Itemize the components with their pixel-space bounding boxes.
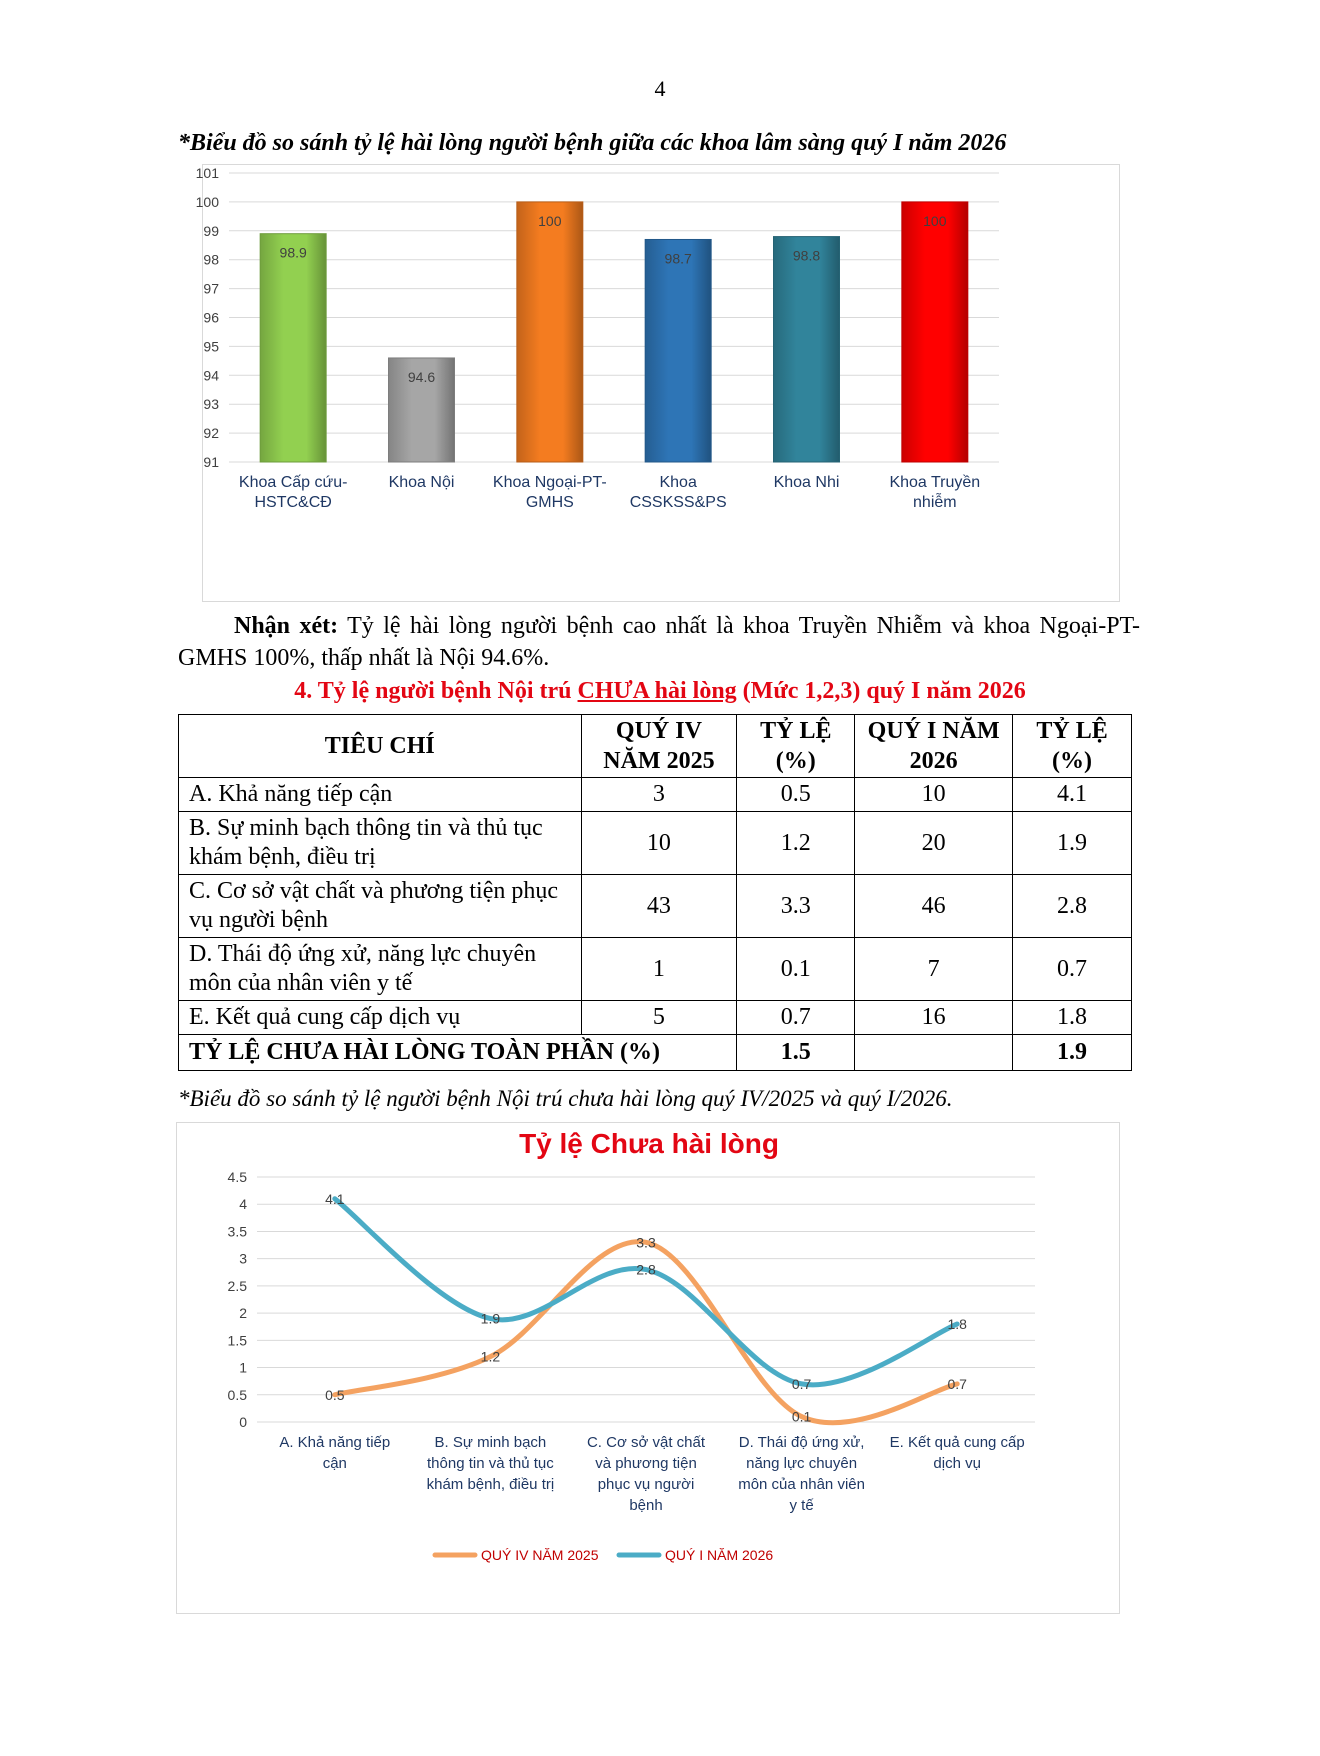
line-category-label: C. Cơ sở vật chất [586, 1434, 706, 1451]
line-y-tick-label: 1 [239, 1359, 247, 1376]
cell-criterion: D. Thái độ ứng xử, năng lực chuyên môn của nhân viên y tế [179, 938, 582, 1001]
line-category-label: bệnh [629, 1497, 663, 1514]
table-row [179, 812, 1132, 875]
total-q1-2026 [855, 1035, 1013, 1071]
table-row [179, 778, 1132, 812]
line-category-label: y tế [789, 1497, 814, 1514]
header-q4-2025: QUÝ IV NĂM 2025 [581, 715, 737, 778]
line-data-label: 0.7 [791, 1375, 812, 1392]
bar-y-tick-label: 100 [195, 193, 219, 210]
cell-rate-q4: 1.2 [737, 812, 855, 875]
bar-category-label: Khoa Cấp cứu- [238, 474, 348, 491]
cell-rate-q4: 0.7 [737, 1001, 855, 1035]
bar-data-label: 98.8 [792, 247, 821, 264]
line-y-tick-label: 4 [239, 1196, 247, 1213]
header-q1-2026: QUÝ I NĂM 2026 [855, 715, 1013, 778]
bar-category-label: Khoa [659, 474, 697, 491]
bar-category-label: Khoa Truyền [889, 474, 981, 491]
total-rate-q4: 1.5 [737, 1035, 855, 1071]
line-y-tick-label: 2.5 [227, 1277, 247, 1294]
header-rate-q1: TỶ LỆ (%) [1013, 715, 1132, 778]
header-criterion: TIÊU CHÍ [179, 715, 582, 778]
line-category-label: dịch vụ [933, 1455, 981, 1472]
line-data-label: 0.7 [947, 1375, 967, 1392]
header-rate-q4: TỶ LỆ (%) [737, 715, 855, 778]
line-chart-title: Tỷ lệ Chưa hài lòng [519, 1128, 779, 1159]
bar-y-tick-label: 93 [203, 396, 219, 413]
total-label: TỶ LỆ CHƯA HÀI LÒNG TOÀN PHẦN (%) [179, 1035, 737, 1071]
line-data-label: 1.9 [480, 1310, 501, 1327]
line-y-tick-label: 3.5 [227, 1223, 247, 1240]
page-number: 4 [654, 76, 666, 101]
cell-rate-q1: 1.8 [1013, 1001, 1132, 1035]
bar-category-label: Khoa Ngoại-PT- [492, 474, 607, 491]
cell-q1-2026: 16 [855, 1001, 1013, 1035]
bar-y-tick-label: 96 [203, 309, 219, 326]
bar-data-label: 98.9 [279, 244, 307, 261]
line-y-tick-label: 0 [239, 1414, 247, 1430]
satisfaction-bar-chart [195, 165, 1121, 603]
line-data-label: 1.2 [480, 1348, 501, 1365]
cell-q4-2025: 5 [581, 1001, 737, 1035]
line-data-label: 0.1 [791, 1408, 812, 1425]
cell-q1-2026: 10 [855, 778, 1013, 812]
line-category-label: A. Khả năng tiếp [279, 1434, 391, 1451]
total-rate-q1: 1.9 [1013, 1035, 1132, 1071]
line-category-label: cận [322, 1455, 347, 1472]
line-chart-caption: *Biểu đồ so sánh tỷ lệ người bệnh Nội trú chưa hài lòng quý IV/2025 và quý I/2026. [178, 1086, 953, 1111]
cell-q4-2025: 10 [581, 812, 737, 875]
bar-0 [260, 234, 326, 462]
cell-criterion: E. Kết quả cung cấp dịch vụ [179, 1001, 582, 1035]
line-category-label: thông tin và thủ tục [427, 1455, 554, 1472]
cell-q1-2026: 20 [855, 812, 1013, 875]
cell-criterion: C. Cơ sở vật chất và phương tiện phục vụ người bệnh [179, 875, 582, 938]
dissatisfaction-table [178, 714, 1132, 1071]
line-data-label: 0.5 [325, 1386, 345, 1403]
bar-category-label: CSSKSS&PS [629, 494, 727, 511]
cell-rate-q4: 0.1 [737, 938, 855, 1001]
cell-criterion: B. Sự minh bạch thông tin và thủ tục khám bệnh, điều trị [179, 812, 582, 875]
cell-q4-2025: 1 [581, 938, 737, 1001]
line-y-tick-label: 3 [239, 1250, 247, 1267]
bar-y-tick-label: 95 [203, 338, 219, 355]
line-y-tick-label: 0.5 [227, 1386, 247, 1403]
table-total-row [179, 1035, 1132, 1071]
bar-2 [517, 202, 583, 462]
line-y-tick-label: 1.5 [227, 1332, 247, 1349]
cell-rate-q4: 3.3 [737, 875, 855, 938]
section-heading [0, 678, 1320, 705]
table-row [179, 1001, 1132, 1035]
cell-rate-q4: 0.5 [737, 778, 855, 812]
remark-label: Nhận xét: [234, 613, 339, 639]
bar-data-label: 100 [923, 212, 947, 229]
line-category-label: phục vụ người [597, 1476, 695, 1493]
cell-rate-q1: 2.8 [1013, 875, 1132, 938]
legend-label: QUÝ I NĂM 2026 [665, 1547, 774, 1563]
bar-y-tick-label: 97 [203, 280, 219, 297]
bar-3 [645, 239, 711, 462]
line-category-label: D. Thái độ ứng xử, [738, 1434, 865, 1451]
bar-y-tick-label: 99 [203, 222, 219, 239]
section-heading-underlined: CHƯA hài lòng [577, 678, 737, 704]
bar-category-label: Khoa Nội [388, 474, 455, 491]
bar-category-label: Khoa Nhi [773, 474, 840, 491]
bar-y-tick-label: 101 [195, 165, 219, 181]
bar-y-tick-label: 94 [203, 367, 219, 384]
series-line-1 [335, 1199, 957, 1385]
line-category-label: E. Kết quả cung cấp [889, 1434, 1025, 1451]
section-heading-pre: 4. Tỷ lệ người bệnh Nội trú [294, 678, 578, 704]
cell-q4-2025: 43 [581, 875, 737, 938]
remark-paragraph [178, 610, 1140, 674]
bar-category-label: GMHS [525, 494, 574, 511]
section-heading-post: (Mức 1,2,3) quý I năm 2026 [736, 678, 1026, 704]
cell-criterion: A. Khả năng tiếp cận [179, 778, 582, 812]
legend-label: QUÝ IV NĂM 2025 [481, 1547, 599, 1563]
line-category-label: khám bệnh, điều trị [426, 1476, 555, 1493]
remark-text: Tỷ lệ hài lòng người bệnh cao nhất là khoa Truyền Nhiễm và khoa Ngoại-PT-GMHS 100%, thấp nhất là Nội 94.6%. [178, 613, 1140, 671]
bar-chart-frame [195, 164, 1120, 602]
line-category-label: năng lực chuyên [746, 1455, 858, 1472]
bar-category-label: nhiễm [913, 494, 957, 511]
line-y-tick-label: 2 [239, 1305, 247, 1322]
table-row [179, 938, 1132, 1001]
cell-rate-q1: 4.1 [1013, 778, 1132, 812]
bar-data-label: 100 [538, 212, 562, 229]
bar-chart-caption: *Biểu đồ so sánh tỷ lệ hài lòng người bệnh giữa các khoa lâm sàng quý I năm 2026 [178, 130, 1007, 156]
table-row [179, 875, 1132, 938]
bar-y-tick-label: 92 [203, 425, 219, 442]
cell-q1-2026: 46 [855, 875, 1013, 938]
bar-y-tick-label: 98 [203, 251, 219, 268]
line-y-tick-label: 4.5 [227, 1169, 247, 1185]
line-category-label: môn của nhân viên [738, 1476, 865, 1493]
line-data-label: 4.1 [325, 1190, 345, 1207]
cell-q1-2026: 7 [855, 938, 1013, 1001]
line-data-label: 1.8 [947, 1316, 967, 1332]
dissatisfaction-line-chart [177, 1123, 1121, 1615]
bar-data-label: 98.7 [664, 250, 692, 267]
cell-rate-q1: 0.7 [1013, 938, 1132, 1001]
bar-5 [902, 202, 968, 462]
line-category-label: và phương tiện [595, 1455, 697, 1472]
line-data-label: 3.3 [636, 1234, 656, 1251]
cell-q4-2025: 3 [581, 778, 737, 812]
bar-4 [774, 237, 840, 462]
cell-rate-q1: 1.9 [1013, 812, 1132, 875]
table-header-row [179, 715, 1132, 778]
bar-category-label: HSTC&CĐ [254, 494, 332, 511]
bar-y-tick-label: 91 [203, 454, 219, 470]
bar-data-label: 94.6 [407, 368, 436, 385]
line-category-label: B. Sự minh bạch [434, 1434, 547, 1451]
line-data-label: 2.8 [636, 1261, 656, 1278]
line-chart-frame [176, 1122, 1120, 1614]
